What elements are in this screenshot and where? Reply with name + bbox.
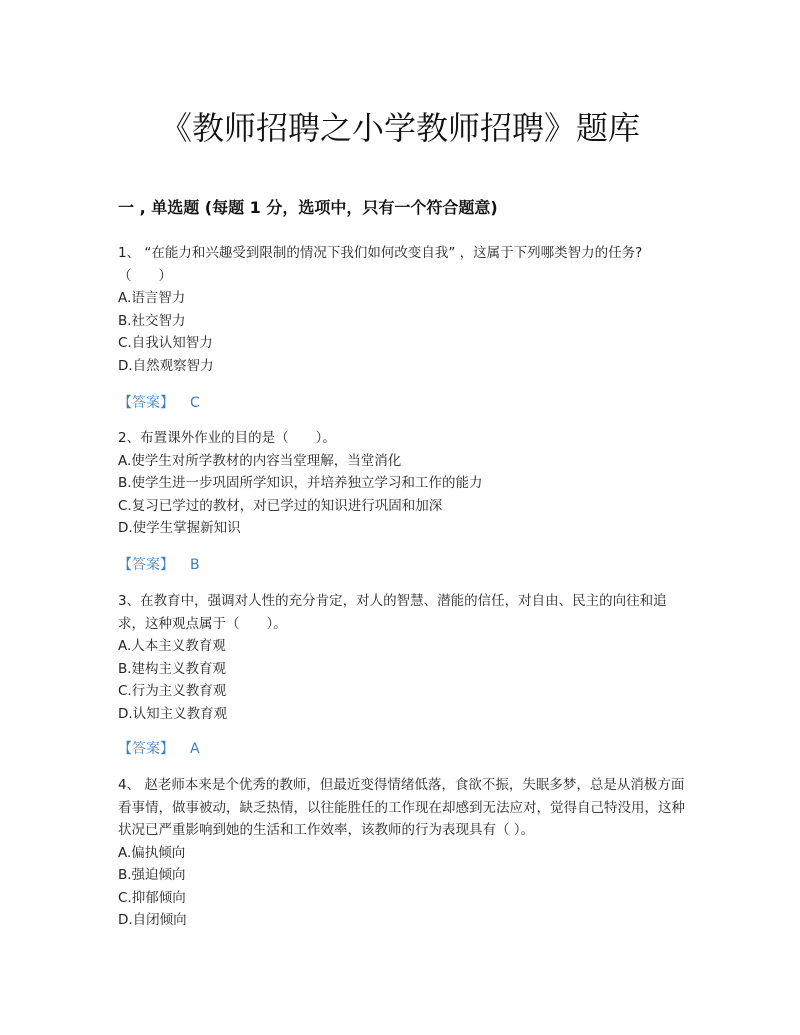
option-d: D.自然观察智力 [118, 357, 214, 374]
option-a: A.人本主义教育观 [118, 638, 226, 654]
option-d: D.自闭倾向 [118, 912, 187, 928]
answer-label: 【答案】 [118, 395, 174, 411]
answer-1 [118, 392, 200, 414]
answer-value: C [190, 395, 200, 411]
question-stem: 1、 “在能力和兴趣受到限制的情况下我们如何改变自我” ，这属于下列哪类智力的任务?（ ） [118, 245, 643, 284]
question-2 [118, 427, 688, 540]
question-stem: 4、 赵老师本来是个优秀的教师，但最近变得情绪低落，食欲不振，失眠多梦，总是从消极方面看事情，做事被动，缺乏热情，以往能胜任的工作现在却感到无法应对，觉得自己特没用，这种状况已严重影响到她的生活和工作效率，该教师的行为表现具有（ ）。 [118, 777, 685, 838]
document-title: 《教师招聘之小学教师招聘》题库 [159, 109, 640, 147]
option-d: D.使学生掌握新知识 [118, 520, 241, 536]
question-3 [118, 590, 688, 725]
answer-2 [118, 554, 200, 576]
option-b: B.使学生进一步巩固所学知识，并培养独立学习和工作的能力 [118, 475, 483, 491]
option-a: A.偏执倾向 [118, 844, 186, 861]
question-1 [118, 242, 688, 377]
option-c: C.自我认知智力 [118, 335, 213, 351]
option-b: B.社交智力 [118, 312, 186, 329]
question-4 [118, 774, 688, 932]
option-b: B.强迫倾向 [118, 867, 186, 883]
option-c: C.行为主义教育观 [118, 683, 227, 699]
option-d: D.认知主义教育观 [118, 705, 228, 722]
answer-label: 【答案】 [118, 741, 174, 757]
option-a: A.使学生对所学教材的内容当堂理解，当堂消化 [118, 452, 402, 469]
answer-value: A [190, 741, 200, 757]
section-heading: 一 , 单选题 (每题 1 分，选项中，只有一个符合题意) [118, 198, 498, 217]
option-c: C.抑郁倾向 [118, 889, 186, 906]
question-stem: 2、布置课外作业的目的是（ ）。 [118, 430, 336, 446]
question-stem: 3、在教育中，强调对人性的充分肯定，对人的智慧、潜能的信任，对自由、民主的向往和追求，这种观点属于（ ）。 [118, 593, 667, 632]
option-b: B.建构主义教育观 [118, 660, 227, 677]
option-a: A.语言智力 [118, 290, 186, 306]
answer-label: 【答案】 [118, 557, 174, 573]
answer-value: B [190, 557, 200, 573]
answer-3 [118, 738, 200, 760]
option-c: C.复习已学过的教材，对已学过的知识进行巩固和加深 [118, 497, 443, 514]
